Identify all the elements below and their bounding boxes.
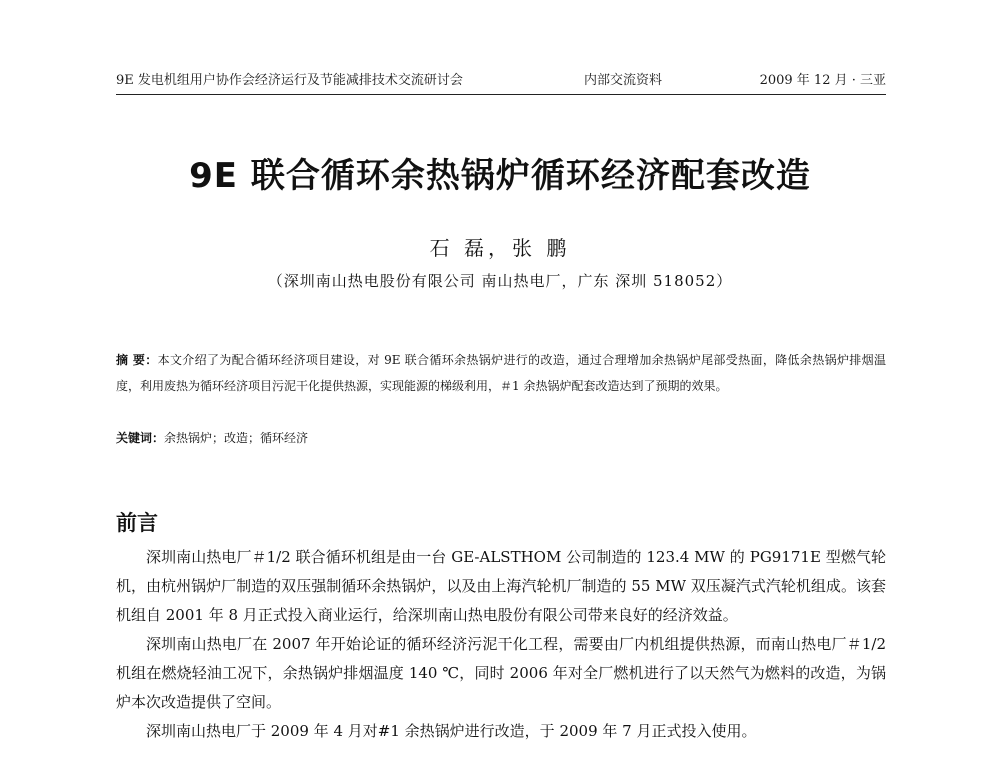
abstract: [116, 347, 886, 399]
paper-title: 9E 联合循环余热锅炉循环经济配套改造: [189, 156, 811, 196]
paper-affiliation: （深圳南山热电股份有限公司 南山热电厂，广东 深圳 518052）: [267, 272, 733, 290]
keywords: [116, 425, 886, 451]
paper-authors: 石 磊，张 鹏: [429, 236, 571, 260]
keywords-text: 余热锅炉；改造；循环经济: [164, 431, 309, 445]
header-rule: [116, 94, 886, 95]
abstract-text: 本文介绍了为配合循环经济项目建设，对 9E 联合循环余热锅炉进行的改造，通过合理增加余热锅炉尾部受热面，降低余热锅炉排烟温度，利用废热为循环经济项目污泥干化提供热源，实现能源的梯级利用，＃1 余热锅炉配套改造达到了预期的效果。: [116, 353, 886, 393]
section-body: [116, 543, 886, 746]
running-header: [116, 70, 886, 92]
keywords-label: 关键词：: [116, 431, 165, 445]
section-heading: 前言: [116, 511, 158, 535]
paragraph: 深圳南山热电厂在 2007 年开始论证的循环经济污泥干化工程，需要由厂内机组提供热源，而南山热电厂＃1/2 机组在燃烧轻油工况下，余热锅炉排烟温度 140 ℃，同时 2006 年对全厂燃机进行了以天然气为燃料的改造，为锅炉本次改造提供了空间。: [116, 635, 886, 711]
abstract-label: 摘 要：: [116, 353, 158, 367]
paragraph: 深圳南山热电厂＃1/2 联合循环机组是由一台 GE-ALSTHOM 公司制造的 123.4 MW 的 PG9171E 型燃气轮机，由杭州锅炉厂制造的双压强制循环余热锅炉，以及由上海汽轮机厂制造的 55 MW 双压凝汽式汽轮机组成。该套机组自 2001 年 8 月正式投入商业运行，给深圳南山热电股份有限公司带来良好的经济效益。: [116, 548, 886, 624]
header-classification: 内部交流资料: [584, 73, 663, 88]
header-date-place: 2009 年 12 月 · 三亚: [759, 73, 886, 88]
header-conference: 9E 发电机组用户协作会经济运行及节能减排技术交流研讨会: [116, 73, 463, 88]
paragraph: 深圳南山热电厂于 2009 年 4 月对#1 余热锅炉进行改造，于 2009 年 7 月正式投入使用。: [146, 722, 757, 740]
